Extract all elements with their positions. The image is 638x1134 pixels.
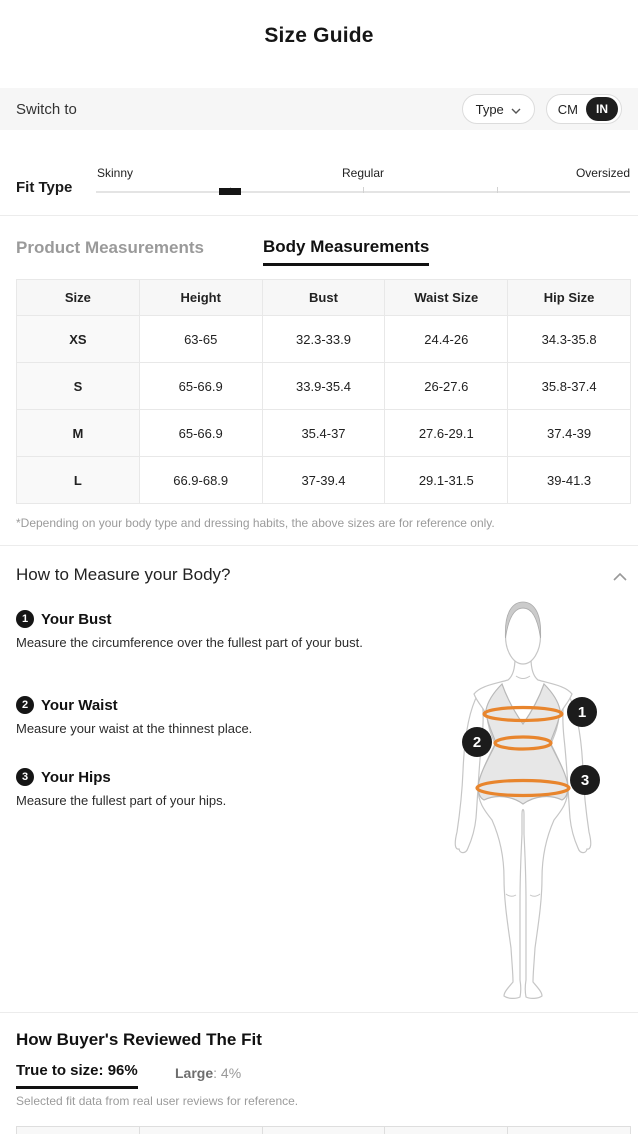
- cell-size: L: [17, 457, 140, 504]
- chevron-up-icon[interactable]: [612, 569, 630, 583]
- bottom-table-cell: [263, 1127, 386, 1134]
- figure-badge-waist: 2: [462, 727, 492, 757]
- measure-item-header: [16, 696, 388, 714]
- measure-item-desc: Measure the circumference over the fullest part of your bust.: [16, 635, 363, 650]
- page-title: Size Guide: [264, 24, 374, 47]
- type-dropdown-label: Type: [475, 101, 504, 117]
- chevron-down-icon: [511, 102, 521, 117]
- body-measurements-table: [16, 279, 631, 504]
- cell-bust: 37-39.4: [262, 457, 385, 504]
- figure-badge-hips: 3: [570, 765, 600, 795]
- unit-option-cm[interactable]: CM: [557, 101, 578, 117]
- cell-waist: 27.6-29.1: [385, 410, 508, 457]
- cell-waist: 24.4-26: [385, 316, 508, 363]
- cell-height: 63-65: [139, 316, 262, 363]
- true-to-size-stat: [16, 1062, 138, 1089]
- measure-item-header: [16, 768, 388, 786]
- measure-item-title: Your Waist: [41, 696, 118, 714]
- step-badge: 1: [16, 610, 34, 628]
- fit-type-label: Fit Type: [16, 179, 73, 196]
- bottom-table-cell: [17, 1127, 140, 1134]
- cell-bust: 32.3-33.9: [262, 316, 385, 363]
- large-label: Large: [175, 1065, 214, 1081]
- switch-to-label: Switch to: [16, 100, 77, 118]
- unit-option-in[interactable]: IN: [586, 97, 618, 121]
- table-row: [17, 363, 631, 410]
- cell-hip: 37.4-39: [508, 410, 631, 457]
- cell-hip: 34.3-35.8: [508, 316, 631, 363]
- measure-item-bust: [16, 610, 388, 651]
- col-header-size: Size: [17, 280, 140, 316]
- cell-hip: 35.8-37.4: [508, 363, 631, 410]
- true-to-size-label: True to size:: [16, 1062, 104, 1079]
- body-figure-illustration: [420, 596, 638, 1006]
- measure-item-waist: [16, 696, 388, 737]
- large-value: : 4%: [213, 1065, 242, 1081]
- table-row: [17, 410, 631, 457]
- tab-product-measurements[interactable]: Product Measurements: [16, 238, 204, 257]
- table-row: [17, 457, 631, 504]
- body-figure: [420, 596, 638, 1006]
- measure-item-title: Your Hips: [41, 768, 111, 786]
- true-to-size-value: 96%: [107, 1062, 138, 1079]
- fit-option-regular: Regular: [341, 166, 385, 180]
- type-dropdown-button[interactable]: [462, 94, 535, 124]
- cell-waist: 26-27.6: [385, 363, 508, 410]
- measure-item-title: Your Bust: [41, 610, 112, 628]
- fit-option-skinny: Skinny: [97, 166, 134, 180]
- bottom-table-preview: [16, 1126, 631, 1134]
- fit-type-tick: [497, 187, 498, 193]
- measure-item-desc: Measure the fullest part of your hips.: [16, 793, 227, 808]
- cell-bust: 33.9-35.4: [262, 363, 385, 410]
- tab-body-measurements[interactable]: Body Measurements: [263, 237, 429, 266]
- cell-size: S: [17, 363, 140, 410]
- col-header-waist: Waist Size: [385, 280, 508, 316]
- cell-height: 65-66.9: [139, 363, 262, 410]
- fit-type-marker: [219, 188, 241, 195]
- table-footnote: *Depending on your body type and dressing habits, the above sizes are for reference only.: [16, 516, 495, 530]
- col-header-bust: Bust: [262, 280, 385, 316]
- cell-bust: 35.4-37: [262, 410, 385, 457]
- col-header-height: Height: [139, 280, 262, 316]
- table-header-row: [17, 280, 631, 316]
- divider: [0, 1012, 638, 1013]
- figure-badge-bust: 1: [567, 697, 597, 727]
- divider: [0, 215, 638, 216]
- bottom-table-cell: [508, 1127, 630, 1134]
- cell-hip: 39-41.3: [508, 457, 631, 504]
- step-badge: 3: [16, 768, 34, 786]
- fit-type-tick: [363, 187, 364, 193]
- cell-waist: 29.1-31.5: [385, 457, 508, 504]
- cell-size: XS: [17, 316, 140, 363]
- measure-item-desc: Measure your waist at the thinnest place.: [16, 721, 253, 736]
- col-header-hip: Hip Size: [508, 280, 631, 316]
- table-row: [17, 316, 631, 363]
- fit-type-slider: [96, 166, 630, 200]
- measure-item-header: [16, 610, 388, 628]
- cell-height: 65-66.9: [139, 410, 262, 457]
- cell-size: M: [17, 410, 140, 457]
- cell-height: 66.9-68.9: [139, 457, 262, 504]
- measure-item-hips: [16, 768, 388, 809]
- large-stat: [175, 1065, 241, 1081]
- fit-option-oversized: Oversized: [575, 166, 630, 180]
- step-badge: 2: [16, 696, 34, 714]
- unit-toggle[interactable]: [546, 94, 622, 124]
- bottom-table-cell: [140, 1127, 263, 1134]
- buyer-review-note: Selected fit data from real user reviews for reference.: [16, 1094, 299, 1108]
- buyer-review-title: How Buyer's Reviewed The Fit: [16, 1030, 262, 1049]
- divider: [0, 545, 638, 546]
- how-to-measure-title: How to Measure your Body?: [16, 565, 231, 584]
- switch-to-bar: [0, 88, 638, 130]
- bottom-table-cell: [385, 1127, 508, 1134]
